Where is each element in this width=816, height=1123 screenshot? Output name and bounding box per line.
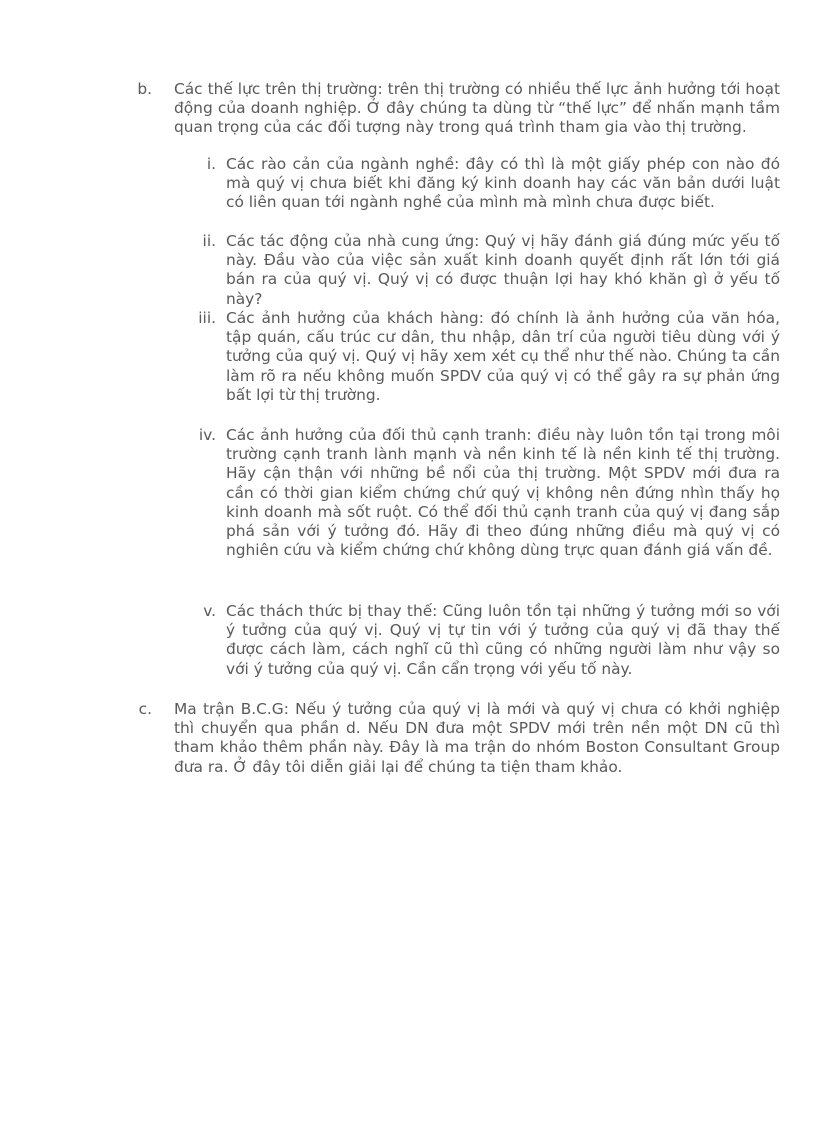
list-item-iii-text: Các ảnh hưởng của khách hàng: đó chính là ảnh hưởng của văn hóa, tập quán, cấu trúc cư dân, thu nhập, dân trí của người tiêu dùng với ý tưởng của quý vị. Quý vị hãy xem xét cụ thể như thế nào. Chúng ta cần làm rõ ra nếu không muốn SPDV của quý vị có thể gây ra sự phản ứng bất lợi từ thị trường. <box>226 309 780 404</box>
list-marker-i: i. <box>206 155 216 173</box>
list-item-c <box>174 700 780 777</box>
list-item-v-text: Các thách thức bị thay thế: Cũng luôn tồn tại những ý tưởng mới so với ý tưởng của quý vị. Quý vị tự tin với ý tưởng của quý vị đã thay thế được cách làm, cách nghĩ cũ thì cũng có những người làm như vậy so với ý tưởng của quý vị. Cần cẩn trọng với yếu tố này. <box>226 602 780 678</box>
list-marker-iv: iv. <box>198 426 216 444</box>
list-item-iv <box>226 426 780 560</box>
list-item-iv-text: Các ảnh hưởng của đối thủ cạnh tranh: điều này luôn tồn tại trong môi trường cạnh tranh lành mạnh và nền kinh tế là nền kinh tế thị trường. Hãy cận thận với những bề nổi của thị trường. Một SPDV mới đưa ra cần có thời gian kiểm chứng chứ quý vị không nên đứng nhìn thấy họ kinh doanh mà sốt ruột. Có thể đối thủ cạnh tranh của quý vị đang sắp phá sản với ý tưởng đó. Hãy đi theo đúng những điều mà quý vị có nghiên cứu và kiểm chứng chứ không dùng trực quan đánh giá vấn đề. <box>226 426 780 560</box>
list-item-iii <box>226 309 780 405</box>
list-marker-iii: iii. <box>198 309 216 327</box>
list-marker-v: v. <box>203 602 216 620</box>
list-item-b <box>174 80 780 138</box>
list-item-ii <box>226 232 780 309</box>
list-item-b-text: Các thế lực trên thị trường: trên thị trường có nhiều thế lực ảnh hưởng tới hoạt động của doanh nghiệp. Ở đây chúng ta dùng từ “thế lực” để nhấn mạnh tầm quan trọng của các đối tượng này trong quá trình tham gia vào thị trường. <box>174 80 780 137</box>
list-item-ii-text: Các tác động của nhà cung ứng: Quý vị hãy đánh giá đúng mức yếu tố này. Đầu vào của việc sản xuất kinh doanh quyết định rất lớn tới giá bán ra của quý vị. Quý vị có được thuận lợi hay khó khăn gì ở yếu tố này? <box>226 232 780 308</box>
list-marker-b: b. <box>137 80 152 98</box>
list-item-i-text: Các rào cản của ngành nghề: đây có thì là một giấy phép con nào đó mà quý vị chưa biết khi đăng ký kinh doanh hay các văn bản dưới luật có liên quan tới ngành nghề của mình mà mình chưa được biết. <box>226 155 780 212</box>
list-item-c-text: Ma trận B.C.G: Nếu ý tưởng của quý vị là mới và quý vị chưa có khởi nghiệp thì chuyển qua phần d. Nếu DN đưa một SPDV mới trên nền một DN cũ thì tham khảo thêm phần này. Đây là ma trận do nhóm Boston Consultant Group đưa ra. Ở đây tôi diễn giải lại để chúng ta tiện tham khảo. <box>174 700 780 776</box>
list-item-i <box>226 155 780 213</box>
list-marker-ii: ii. <box>202 232 216 250</box>
list-item-v <box>226 602 780 679</box>
list-marker-c: c. <box>138 700 152 718</box>
